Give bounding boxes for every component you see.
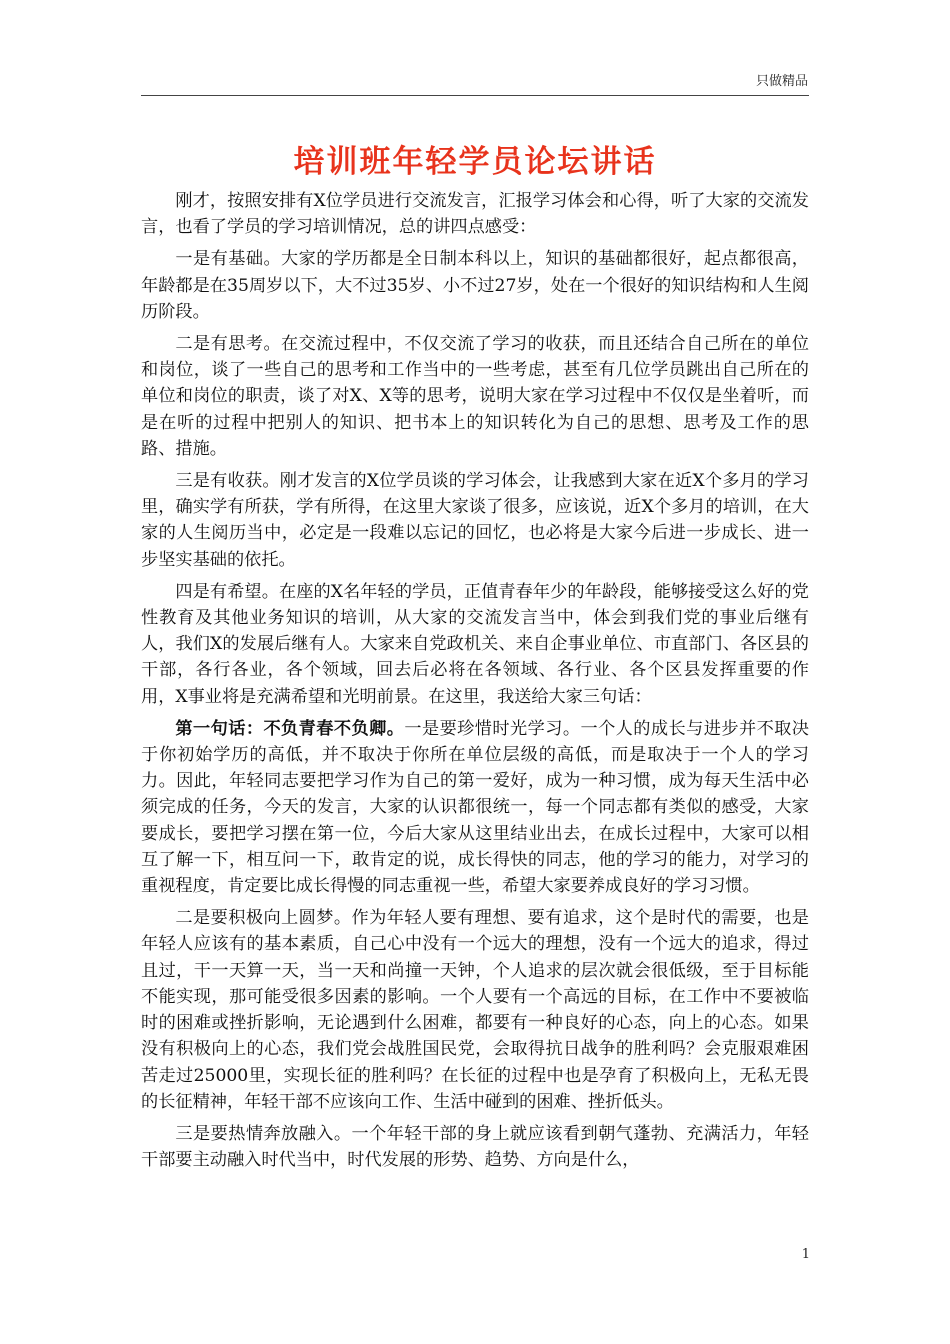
- header-note: 只做精品: [755, 74, 808, 89]
- body-paragraph: 二是有思考。在交流过程中，不仅交流了学习的收获，而且还结合自己所在的单位和岗位，谈了一些自己的思考和工作当中的一些考虑，甚至有几位学员跳出自己所在的单位和岗位的职责，谈了对X、X等的思考，说明大家在学习过程中不仅仅是坐着听，而是在听的过程中把别人的知识、把书本上的知识转化为自己的思想、思考及工作的思路、措施。: [141, 334, 809, 459]
- body-paragraph: 刚才，按照安排有X位学员进行交流发言，汇报学习体会和心得，听了大家的交流发言，也看了学员的学习培训情况，总的讲四点感受：: [141, 191, 809, 238]
- document-title: 培训班年轻学员论坛讲话: [293, 144, 657, 180]
- first-saying-text: 一是要珍惜时光学习。一个人的成长与进步并不取决于你初始学历的高低，并不取决于你所在单位层级的高低，而是取决于一个人的学习力。因此，年轻同志要把学习作为自己的第一爱好，成为一种习惯，成为每天生活中必须完成的任务，今天的发言，大家的认识都很统一，每一个同志都有类似的感受，大家要成长，要把学习摆在第一位，今后大家从这里结业出去，在成长过程中，大家可以相互了解一下，相互问一下，敢肯定的说，成长得快的同志，他的学习的能力，对学习的重视程度，肯定要比成长得慢的同志重视一些，希望大家要养成良好的学习习惯。: [141, 718, 809, 897]
- body-paragraph: 三是要热情奔放融入。一个年轻干部的身上就应该看到朝气蓬勃、充满活力，年轻干部要主动融入时代当中，时代发展的形势、趋势、方向是什么，: [141, 1123, 809, 1171]
- body-paragraph: 二是要积极向上圆梦。作为年轻人要有理想、要有追求，这个是时代的需要，也是年轻人应该有的基本素质，自己心中没有一个远大的理想，没有一个远大的追求，得过且过，干一天算一天，当一天和尚撞一天钟，个人追求的层次就会很低级，至于目标能不能实现，那可能受很多因素的影响。一个人要有一个高远的目标，在工作中不要被临时的困难或挫折影响，无论遇到什么困难，都要有一种良好的心态，向上的心态。如果没有积极向上的心态，我们党会战胜国民党，会取得抗日战争的胜利吗？会克服艰难困苦走过25000里，实现长征的胜利吗？在长征的过程中也是孕育了积极向上，无私无畏的长征精神，年轻干部不应该向工作、生活中碰到的困难、挫折低头。: [141, 908, 809, 1112]
- body-paragraph: 四是有希望。在座的X名年轻的学员，正值青春年少的年龄段，能够接受这么好的党性教育及其他业务知识的培训，从大家的交流发言当中，体会到我们党的事业后继有人，我们X的发展后继有人。大家来自党政机关、来自企事业单位、市直部门、各区县的干部，各行各业，各个领域，回去后必将在各领域、各行业、各个区县发挥重要的作用，X事业将是充满希望和光明前景。在这里，我送给大家三句话：: [141, 581, 809, 707]
- page-number: 1: [801, 1247, 810, 1262]
- document-body: [141, 188, 809, 1179]
- first-saying-lead: 第一句话：不负青春不负卿。: [175, 718, 405, 739]
- header-divider: [141, 95, 809, 96]
- body-paragraph: 一是有基础。大家的学历都是全日制本科以上，知识的基础都很好，起点都很高，年龄都是在35周岁以下，大不过35岁、小不过27岁，处在一个很好的知识结构和人生阅历阶段。: [141, 249, 809, 322]
- first-saying-paragraph: [141, 716, 809, 899]
- body-paragraph: 三是有收获。刚才发言的X位学员谈的学习体会，让我感到大家在近X个多月的学习里，确实学有所获，学有所得，在这里大家谈了很多，应该说，近X个多月的培训，在大家的人生阅历当中，必定是一段难以忘记的回忆，也必将是大家今后进一步成长、进一步坚实基础的依托。: [141, 471, 809, 570]
